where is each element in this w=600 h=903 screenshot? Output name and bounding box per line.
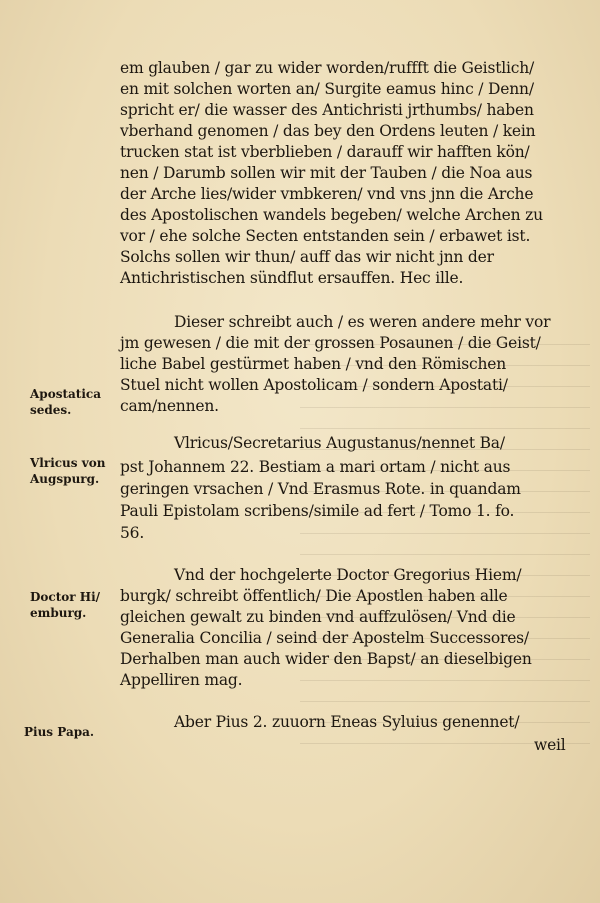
text-line: gleichen gewalt zu binden vnd auffzulösen/ Vnd die bbox=[120, 608, 516, 626]
text-line: Antichristischen sündflut ersauffen. Hec ille. bbox=[120, 269, 464, 287]
text-line: spricht er/ die wasser des Antichristi jrthumbs/ haben bbox=[120, 101, 534, 119]
text-line: Vnd der hochgelerte Doctor Gregorius Hiem/ bbox=[174, 566, 522, 584]
catchword: weil bbox=[534, 736, 566, 754]
text-line: em glauben / gar zu wider worden/ruffft die Geistlich/ bbox=[120, 59, 535, 77]
text-line: Vlricus/Secretarius Augustanus/nennet Ba/ bbox=[174, 434, 505, 452]
text-line: des Apostolischen wandels begeben/ welche Archen zu bbox=[120, 206, 543, 224]
text-line: Solchs sollen wir thun/ auff das wir nicht jnn der bbox=[120, 248, 494, 266]
text-line: cam/nennen. bbox=[120, 397, 219, 415]
text-line: en mit solchen worten an/ Surgite eamus hinc / Denn/ bbox=[120, 80, 534, 98]
text-line: liche Babel gestürmet haben / vnd den Römischen bbox=[120, 355, 506, 373]
margin-note: Vlricus von bbox=[30, 456, 106, 470]
margin-note: Apostatica bbox=[30, 387, 101, 401]
text-line: Generalia Concilia / seind der Apostelm Successores/ bbox=[120, 629, 529, 647]
margin-note: Augspurg. bbox=[30, 472, 100, 486]
text-line: geringen vrsachen / Vnd Erasmus Rote. in quandam bbox=[120, 480, 521, 498]
margin-note: Pius Papa. bbox=[24, 725, 95, 739]
text-line: Pauli Epistolam scribens/simile ad fert / Tomo 1. fo. bbox=[120, 502, 515, 520]
text-line: nen / Darumb sollen wir mit der Tauben / die Noa aus bbox=[120, 164, 533, 182]
text-line: Appelliren mag. bbox=[120, 671, 243, 689]
margin-note: emburg. bbox=[30, 606, 87, 620]
text-line: der Arche lies/wider vmbkeren/ vnd vns jnn die Arche bbox=[120, 185, 534, 203]
text-line: Aber Pius 2. zuuorn Eneas Syluius genennet/ bbox=[174, 713, 520, 731]
text-line: pst Johannem 22. Bestiam a mari ortam / nicht aus bbox=[120, 458, 511, 476]
margin-note: sedes. bbox=[30, 403, 72, 417]
text-line: Derhalben man auch wider den Bapst/ an dieselbigen bbox=[120, 650, 532, 668]
text-line: 56. bbox=[120, 524, 145, 542]
text-line: trucken stat ist vberblieben / darauff wir hafften kön/ bbox=[120, 143, 530, 161]
text-line: vberhand genomen / das bey den Ordens leuten / kein bbox=[120, 122, 536, 140]
text-line: burgk/ schreibt öffentlich/ Die Apostlen haben alle bbox=[120, 587, 508, 605]
text-line: jm gewesen / die mit der grossen Posaunen / die Geist/ bbox=[120, 334, 541, 352]
text-line: Stuel nicht wollen Apostolicam / sondern Apostati/ bbox=[120, 376, 508, 394]
text-line: vor / ehe solche Secten entstanden sein / erbawet ist. bbox=[120, 227, 531, 245]
text-line: Dieser schreibt auch / es weren andere mehr vor bbox=[174, 313, 551, 331]
margin-note: Doctor Hi/ bbox=[30, 590, 101, 604]
